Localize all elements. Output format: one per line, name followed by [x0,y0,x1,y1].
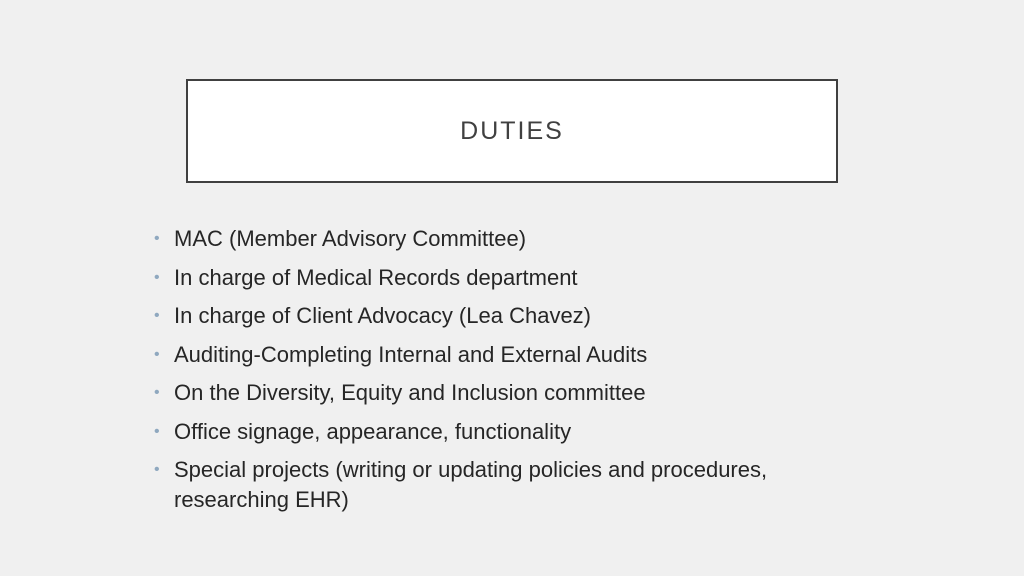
bullet-text: Auditing-Completing Internal and External Audits [174,341,648,367]
bullet-icon: • [154,422,160,440]
bullet-icon: • [154,230,160,247]
bullet-text: Special projects (writing or updating policies and procedures, researching EHR) [174,457,768,512]
bullet-list [154,224,854,524]
bullet-icon: • [154,268,160,286]
bullet-icon: • [154,461,160,478]
bullet-item [154,263,854,293]
bullet-item [154,301,854,331]
bullet-text: Office signage, appearance, functionality [174,418,572,444]
bullet-icon: • [154,307,160,324]
bullet-icon: • [154,384,160,401]
bullet-text: MAC (Member Advisory Committee) [174,226,527,251]
bullet-item [154,417,854,447]
bullet-item [154,340,854,370]
bullet-item [154,224,854,254]
slide-title: DUTIES [460,116,564,145]
bullet-item [154,455,854,515]
bullet-item [154,378,854,408]
bullet-text: In charge of Client Advocacy (Lea Chavez) [174,303,592,328]
title-box [186,79,838,183]
bullet-text: In charge of Medical Records department [174,264,578,290]
bullet-text: On the Diversity, Equity and Inclusion committee [174,380,646,405]
bullet-icon: • [154,345,160,363]
